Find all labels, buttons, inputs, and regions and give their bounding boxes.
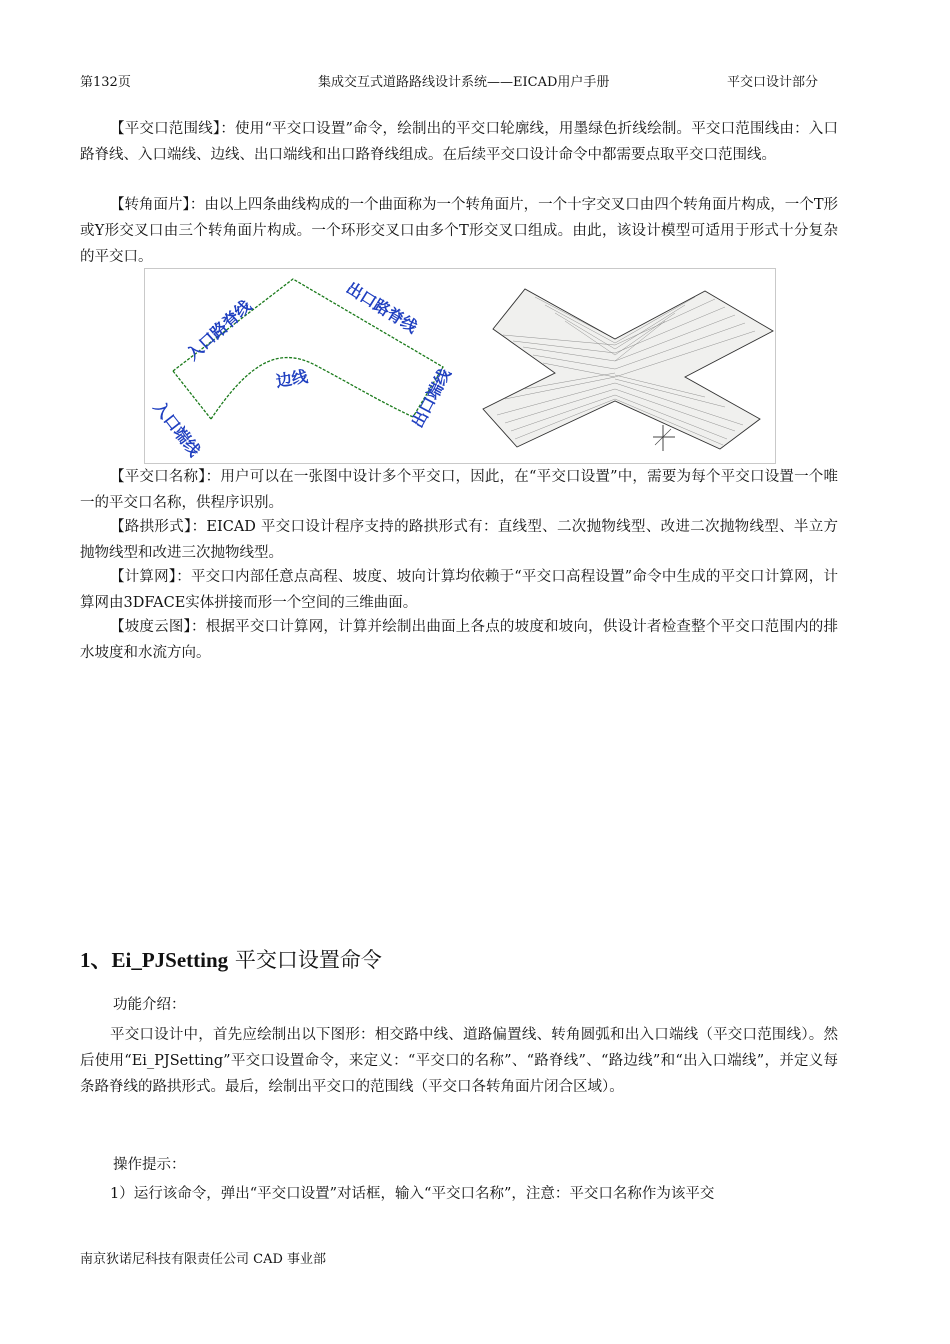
footer-company: 南京狄诺尼科技有限责任公司 CAD 事业部 bbox=[80, 1252, 327, 1267]
header-section: 平交口设计部分 bbox=[727, 75, 819, 90]
term-text: ：使用“平交口设置”命令，绘制出的平交口轮廓线，用墨绿色折线绘制。平交口范围线由：入口路脊线、入口端线、边线、出口端线和出口路脊线组成。在后续平交口设计命令中都需要点取平交口范围线。 bbox=[80, 121, 839, 163]
term-text: ：根据平交口计算网，计算并绘制出曲面上各点的坡度和坡向，供设计者检查整个平交口范围内的排水坡度和水流方向。 bbox=[80, 619, 839, 661]
axis-cursor-icon bbox=[653, 425, 675, 451]
label-exit-ridge: 出口路脊线 bbox=[342, 278, 421, 337]
term-label: 【计算网】 bbox=[110, 569, 177, 585]
term-text: ：用户可以在一张图中设计多个平交口，因此，在“平交口设置”中，需要为每个平交口设置一个唯一的平交口名称，供程序识别。 bbox=[80, 469, 838, 511]
paragraph-operations: 1）运行该命令，弹出“平交口设置”对话框，输入“平交口名称”，注意：平交口名称作为该平交 bbox=[110, 1186, 715, 1202]
header-title: 集成交互式道路路线设计系统——EICAD用户手册 bbox=[318, 75, 610, 90]
function-label: 功能介绍： bbox=[113, 997, 186, 1013]
paragraph-crown-type bbox=[80, 514, 838, 566]
term-label: 【平交口名称】 bbox=[110, 469, 206, 485]
section-number: 1、Ei_PJSetting bbox=[80, 948, 229, 972]
operations-label: 操作提示： bbox=[113, 1157, 186, 1173]
paragraph-calc-mesh bbox=[80, 564, 838, 616]
paragraph-boundary-line bbox=[80, 116, 838, 168]
paragraph-corner-patch bbox=[80, 192, 838, 270]
mesh-surface bbox=[483, 289, 773, 449]
label-entry-end: 入口端线 bbox=[149, 397, 205, 460]
paragraph-junction-name bbox=[80, 464, 838, 516]
term-label: 【坡度云图】 bbox=[110, 619, 192, 635]
paragraph-function: 平交口设计中，首先应绘制出以下图形：相交路中线、道路偏置线、转角圆弧和出入口端线（平交口范围线）。然后使用“Ei_PJSetting”平交口设置命令，来定义：“平交口的名称”、“路脊线”、“路边线”和“出入口端线”，并定义每条路脊线的路拱形式。最后，绘制出平交口的范围线（平交口各转角面片闭合区域）。 bbox=[80, 1027, 838, 1095]
term-label: 【路拱形式】 bbox=[110, 519, 192, 535]
term-label: 【平交口范围线】 bbox=[110, 121, 221, 137]
section-title: 平交口设置命令 bbox=[228, 948, 382, 972]
label-exit-end: 出口端线 bbox=[407, 365, 455, 431]
label-edge: 边线 bbox=[274, 366, 310, 391]
section-heading bbox=[80, 944, 382, 974]
paragraph-slope-map bbox=[80, 614, 838, 666]
intersection-figure bbox=[144, 268, 776, 464]
header-page-number: 第132页 bbox=[80, 75, 131, 90]
term-text: ：平交口内部任意点高程、坡度、坡向计算均依赖于“平交口高程设置”命令中生成的平交口计算网，计算网由3DFACE实体拼接而形一个空间的三维曲面。 bbox=[80, 569, 839, 611]
term-text: ：由以上四条曲线构成的一个曲面称为一个转角面片，一个十字交叉口由四个转角面片构成，一个T形或Y形交叉口由三个转角面片构成。一个环形交叉口由多个T形交叉口组成。由此，该设计模型可适用于形式十分复杂的平交口。 bbox=[80, 197, 839, 265]
term-text: ：EICAD 平交口设计程序支持的路拱形式有：直线型、二次抛物线型、改进二次抛物线型、半立方抛物线型和改进三次抛物线型。 bbox=[80, 519, 839, 561]
term-label: 【转角面片】 bbox=[110, 197, 190, 213]
figure-svg bbox=[145, 269, 775, 463]
label-entry-ridge: 入口路脊线 bbox=[182, 296, 256, 364]
boundary-outline bbox=[173, 279, 443, 419]
